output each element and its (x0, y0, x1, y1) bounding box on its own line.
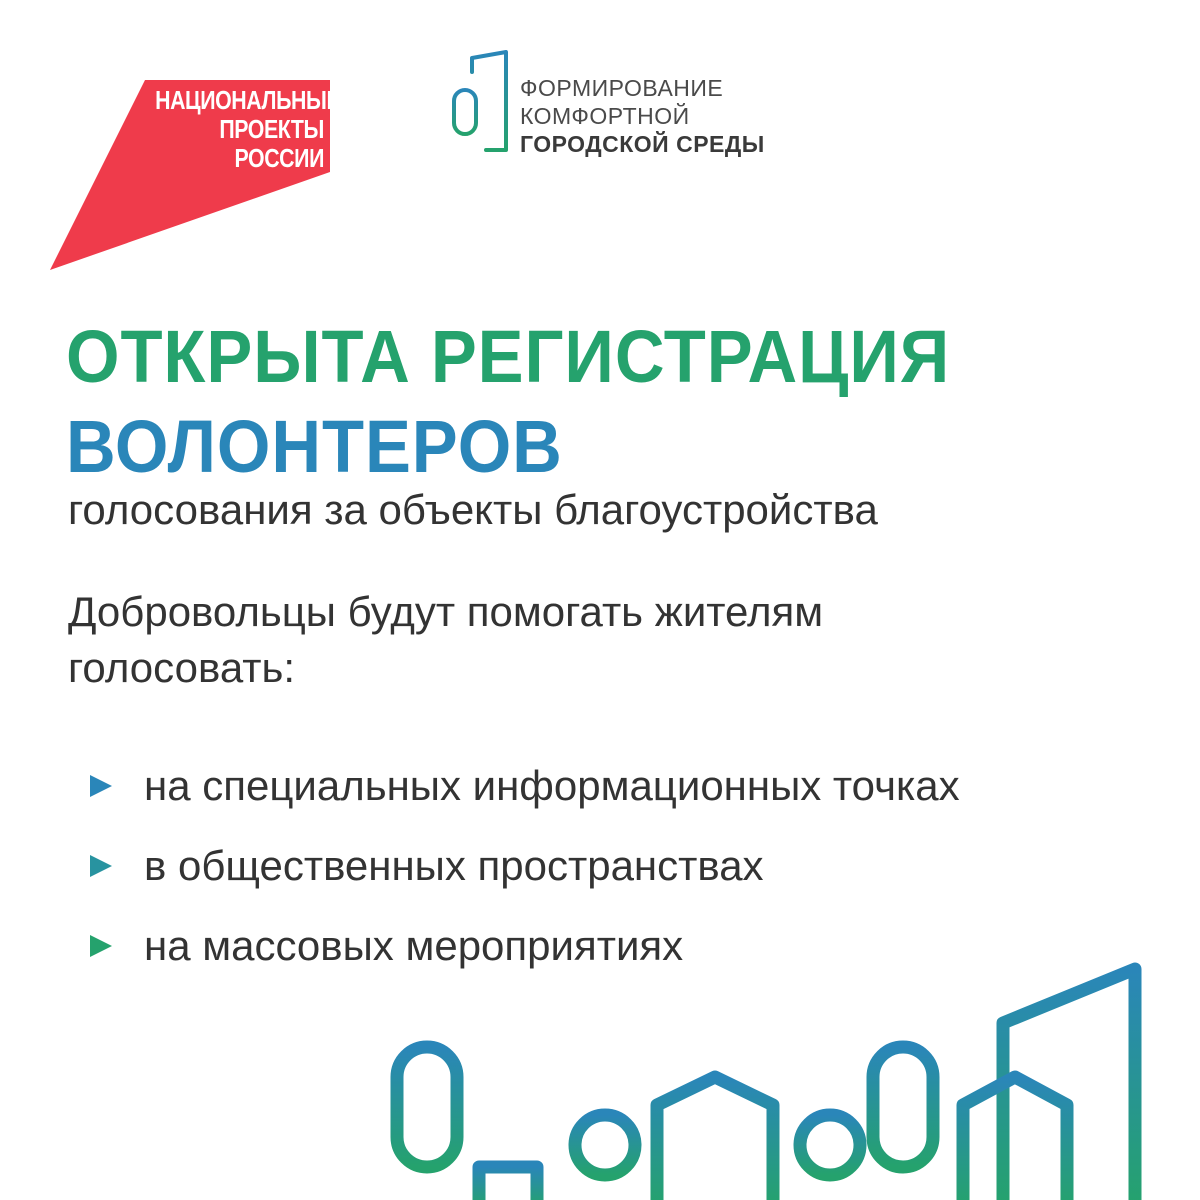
city-skyline-outline-icon (375, 955, 1165, 1200)
fcs-line-2: КОМФОРТНОЙ (520, 103, 690, 129)
bullet-list (88, 746, 960, 986)
paragraph-line-1: Добровольцы будут помогать жителям (68, 588, 824, 635)
list-item (88, 746, 960, 826)
subheadline: голосования за объекты благоустройства (68, 486, 878, 533)
bullet-text: на специальных информационных точках (144, 762, 960, 809)
building-tree-outline-logo-icon (450, 50, 510, 160)
bullet-text: в общественных пространствах (144, 842, 764, 889)
triangle-bullet-icon (88, 853, 114, 879)
national-projects-text (155, 85, 341, 173)
volunteers-paragraph (68, 584, 823, 696)
headline-line-1: ОТКРЫТА РЕГИСТРАЦИЯ (66, 315, 951, 398)
np-line-1: НАЦИОНАЛЬНЫЕ (155, 85, 341, 115)
headline-line-2: ВОЛОНТЕРОВ (66, 405, 563, 488)
triangle-bullet-icon (88, 933, 114, 959)
comfortable-environment-text (520, 74, 765, 158)
list-item (88, 826, 960, 906)
fcs-line-1: ФОРМИРОВАНИЕ (520, 75, 724, 101)
np-line-2: ПРОЕКТЫ (219, 114, 324, 144)
bullet-text: на массовых мероприятиях (144, 922, 684, 969)
triangle-bullet-icon (88, 773, 114, 799)
np-line-3: РОССИИ (234, 143, 324, 173)
headline (66, 312, 950, 492)
paragraph-line-2: голосовать: (68, 644, 296, 691)
fcs-line-3: ГОРОДСКОЙ СРЕДЫ (520, 131, 765, 157)
